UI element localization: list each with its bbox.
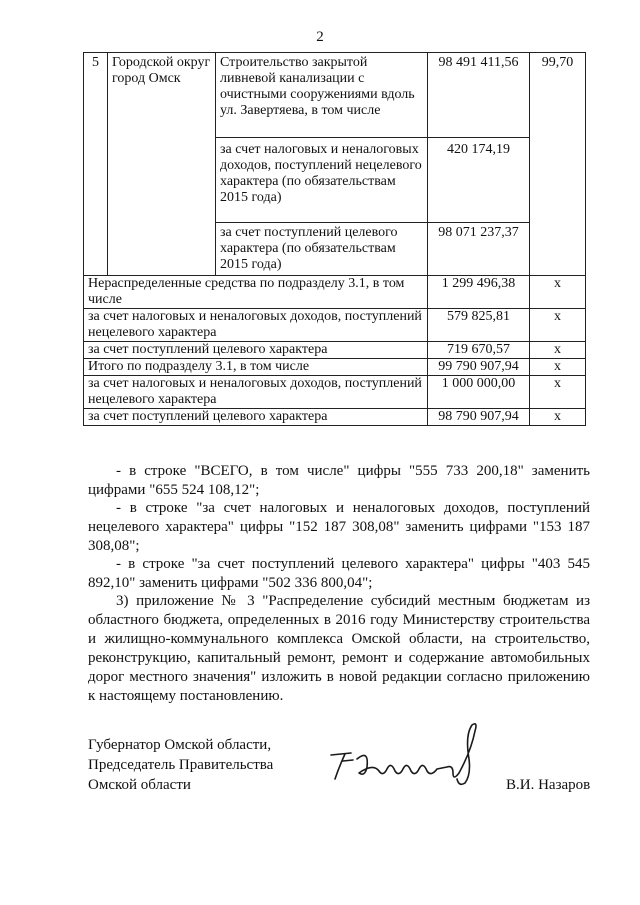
row-index: 5 bbox=[84, 53, 108, 276]
amendment-paragraph: - в строке "за счет налоговых и неналоговых доходов, поступлений нецелевого характера" цифры "152 187 308,08" заменить цифрами "153 187 308,08"; bbox=[88, 500, 590, 554]
summary-label-cell: Нераспределенные средства по подразделу 3.1, в том числе bbox=[84, 276, 428, 309]
summary-amount-cell: 719 670,57 bbox=[428, 342, 530, 359]
signatory-title bbox=[88, 735, 273, 795]
summary-mark-cell: x bbox=[530, 309, 586, 342]
table-row bbox=[84, 276, 586, 309]
summary-mark-cell: x bbox=[530, 376, 586, 409]
object-amount-cell: 98 491 411,56 bbox=[428, 53, 530, 138]
subsidy-table bbox=[83, 52, 586, 426]
signatory-title-line: Губернатор Омской области, bbox=[88, 737, 272, 753]
summary-amount-cell: 99 790 907,94 bbox=[428, 359, 530, 376]
sub1-label-cell: за счет налоговых и неналоговых доходов, поступлений нецелевого характера (по обязательствам 2015 года) bbox=[216, 138, 428, 223]
table-row bbox=[84, 309, 586, 342]
appendix-paragraph: 3) приложение № 3 "Распределение субсидий местным бюджетам из областного бюджета, определенных в 2016 году Министерству строительства и жилищно-коммунального комплекса Омской области, на строительство, реконструкцию, капитальный ремонт, ремонт и содержание автомобильных дорог местного значения" изложить в новой редакции согласно приложению к настоящему постановлению. bbox=[88, 593, 590, 704]
signatory-title-line: Председатель Правительства bbox=[88, 757, 274, 773]
summary-label-cell: за счет налоговых и неналоговых доходов, поступлений нецелевого характера bbox=[84, 376, 428, 409]
table-row bbox=[84, 342, 586, 359]
table-row bbox=[84, 376, 586, 409]
amendment-paragraph: - в строке "за счет поступлений целевого характера" цифры "403 545 892,10" заменить цифрами "502 336 800,04"; bbox=[88, 556, 590, 591]
summary-amount-cell: 579 825,81 bbox=[428, 309, 530, 342]
table-row bbox=[84, 409, 586, 426]
percent-cell: 99,70 bbox=[530, 53, 586, 276]
summary-amount-cell: 1 000 000,00 bbox=[428, 376, 530, 409]
signatory-title-line: Омской области bbox=[88, 777, 191, 793]
table-row bbox=[84, 53, 586, 138]
summary-mark-cell: x bbox=[530, 409, 586, 426]
summary-amount-cell: 98 790 907,94 bbox=[428, 409, 530, 426]
summary-label-cell: Итого по подразделу 3.1, в том числе bbox=[84, 359, 428, 376]
summary-mark-cell: x bbox=[530, 276, 586, 309]
handwritten-signature bbox=[325, 715, 495, 795]
summary-label-cell: за счет поступлений целевого характера bbox=[84, 409, 428, 426]
amendment-paragraph: - в строке "ВСЕГО, в том числе" цифры "555 733 200,18" заменить цифрами "655 524 108,12"; bbox=[88, 463, 590, 498]
object-cell: Строительство закрытой ливневой канализации с очистными сооружениями вдоль ул. Завертяева, в том числе bbox=[216, 53, 428, 138]
summary-amount-cell: 1 299 496,38 bbox=[428, 276, 530, 309]
sub1-amount-cell: 420 174,19 bbox=[428, 138, 530, 223]
signatory-name: В.И. Назаров bbox=[506, 777, 591, 793]
summary-mark-cell: x bbox=[530, 359, 586, 376]
sub2-label-cell: за счет поступлений целевого характера (по обязательствам 2015 года) bbox=[216, 223, 428, 276]
summary-label-cell: за счет налоговых и неналоговых доходов, поступлений нецелевого характера bbox=[84, 309, 428, 342]
municipality-cell: Городской округ город Омск bbox=[108, 53, 216, 276]
summary-label-cell: за счет поступлений целевого характера bbox=[84, 342, 428, 359]
sub2-amount-cell: 98 071 237,37 bbox=[428, 223, 530, 276]
page-number: 2 bbox=[316, 29, 324, 45]
summary-mark-cell: x bbox=[530, 342, 586, 359]
table-row bbox=[84, 359, 586, 376]
